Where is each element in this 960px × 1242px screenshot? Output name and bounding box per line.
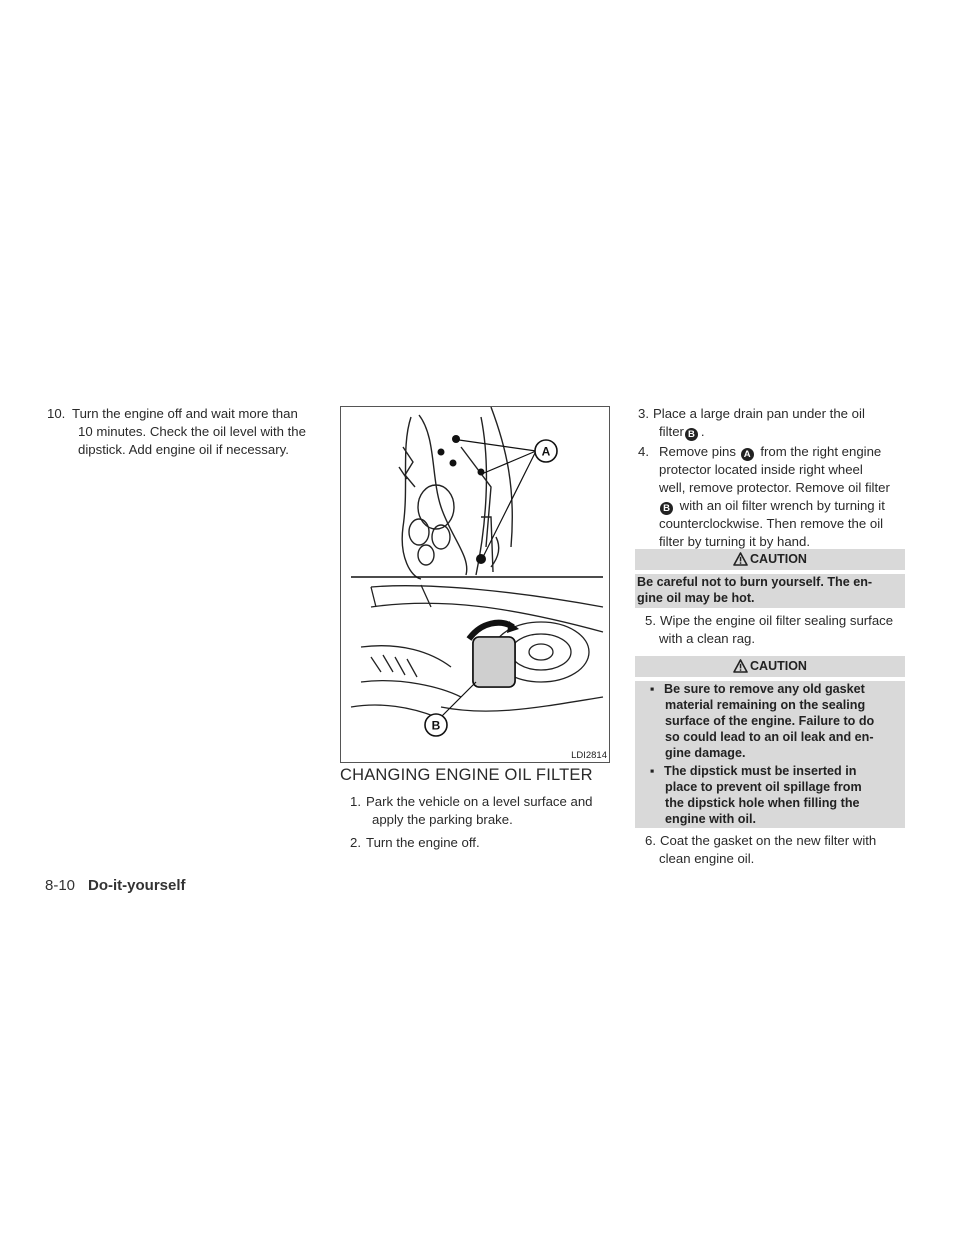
step-line: with a clean rag.: [659, 631, 756, 646]
warning-icon: [733, 659, 748, 673]
step-line: apply the parking brake.: [372, 812, 513, 827]
caution-label: CAUTION: [750, 659, 807, 673]
caution-text: [635, 574, 905, 608]
oil-filter-illustration: [340, 406, 610, 763]
warning-icon: [733, 552, 748, 566]
step-line: well, remove protector. Remove oil filter: [659, 480, 890, 495]
bullet-line: engine with oil.: [665, 812, 756, 826]
step-line: protector located inside right wheel: [659, 462, 863, 477]
bullet-item: [650, 763, 905, 827]
step-1: [350, 793, 612, 829]
page-number: 8-10: [45, 877, 76, 894]
caution-header: [635, 549, 905, 570]
step-line: filter: [659, 424, 684, 439]
step-number: 1.: [350, 794, 361, 809]
bullet-line: the dipstick hole when filling the: [665, 796, 860, 810]
callout-badge-b: B: [685, 428, 698, 441]
caution-line: Be careful not to burn yourself. The en-: [637, 575, 873, 589]
step-line: dipstick. Add engine oil if necessary.: [78, 442, 289, 457]
caution-line: gine oil may be hot.: [637, 591, 755, 605]
step-line: Place a large drain pan under the oil: [653, 406, 865, 421]
callout-b: B: [431, 718, 441, 733]
step-number: 3.: [638, 406, 649, 421]
caution-header: [635, 656, 905, 677]
step-line: Park the vehicle on a level surface and: [366, 794, 593, 809]
caution-bullets: [635, 681, 905, 828]
bullet-line: material remaining on the sealing: [665, 698, 866, 712]
bullet-line: place to prevent oil spillage from: [665, 780, 862, 794]
bullet-line: surface of the engine. Failure to do: [665, 714, 875, 728]
bullet-line: gine damage.: [665, 746, 746, 760]
bullet-line: The dipstick must be inserted in: [664, 764, 857, 778]
caution-label: CAUTION: [750, 552, 807, 566]
step-line: from the right engine: [760, 444, 882, 459]
step-line: Turn the engine off.: [366, 835, 480, 850]
bullet-item: [650, 681, 905, 761]
step-line: Remove pins: [659, 444, 736, 459]
step-3: [638, 405, 908, 441]
step-line: Wipe the engine oil filter sealing surface: [660, 613, 894, 628]
chapter-title: Do-it-yourself: [88, 877, 186, 894]
step-4: [638, 443, 908, 551]
step-number: 4.: [638, 444, 649, 459]
punctuation: .: [700, 424, 705, 439]
step-line: Coat the gasket on the new filter with: [660, 833, 877, 848]
bullet-dot: ▪: [650, 764, 655, 778]
step-line: filter by turning it by hand.: [659, 534, 811, 549]
bullet-line: so could lead to an oil leak and en-: [665, 730, 874, 744]
callout-badge-b: B: [660, 502, 673, 515]
step-line: clean engine oil.: [659, 851, 755, 866]
callout-badge-a: A: [741, 448, 754, 461]
figure-code: LDI2814: [571, 750, 607, 761]
step-number: 5.: [645, 613, 656, 628]
step-5: [638, 612, 908, 648]
section-heading: CHANGING ENGINE OIL FILTER: [340, 766, 593, 784]
step-number: 2.: [350, 835, 361, 850]
engine-diagram: [341, 407, 609, 762]
step-number: 6.: [645, 833, 656, 848]
step-line: with an oil filter wrench by turning it: [679, 498, 885, 513]
step-2: [350, 834, 612, 852]
callout-a: A: [541, 444, 551, 459]
step-line: counterclockwise. Then remove the oil: [659, 516, 884, 531]
step-10: [47, 405, 322, 459]
step-number: 10.: [47, 406, 66, 421]
step-line: 10 minutes. Check the oil level with the: [78, 424, 306, 439]
bullet-line: Be sure to remove any old gasket: [664, 682, 865, 696]
step-6: [638, 832, 908, 868]
bullet-dot: ▪: [650, 682, 655, 696]
step-line: Turn the engine off and wait more than: [72, 406, 298, 421]
